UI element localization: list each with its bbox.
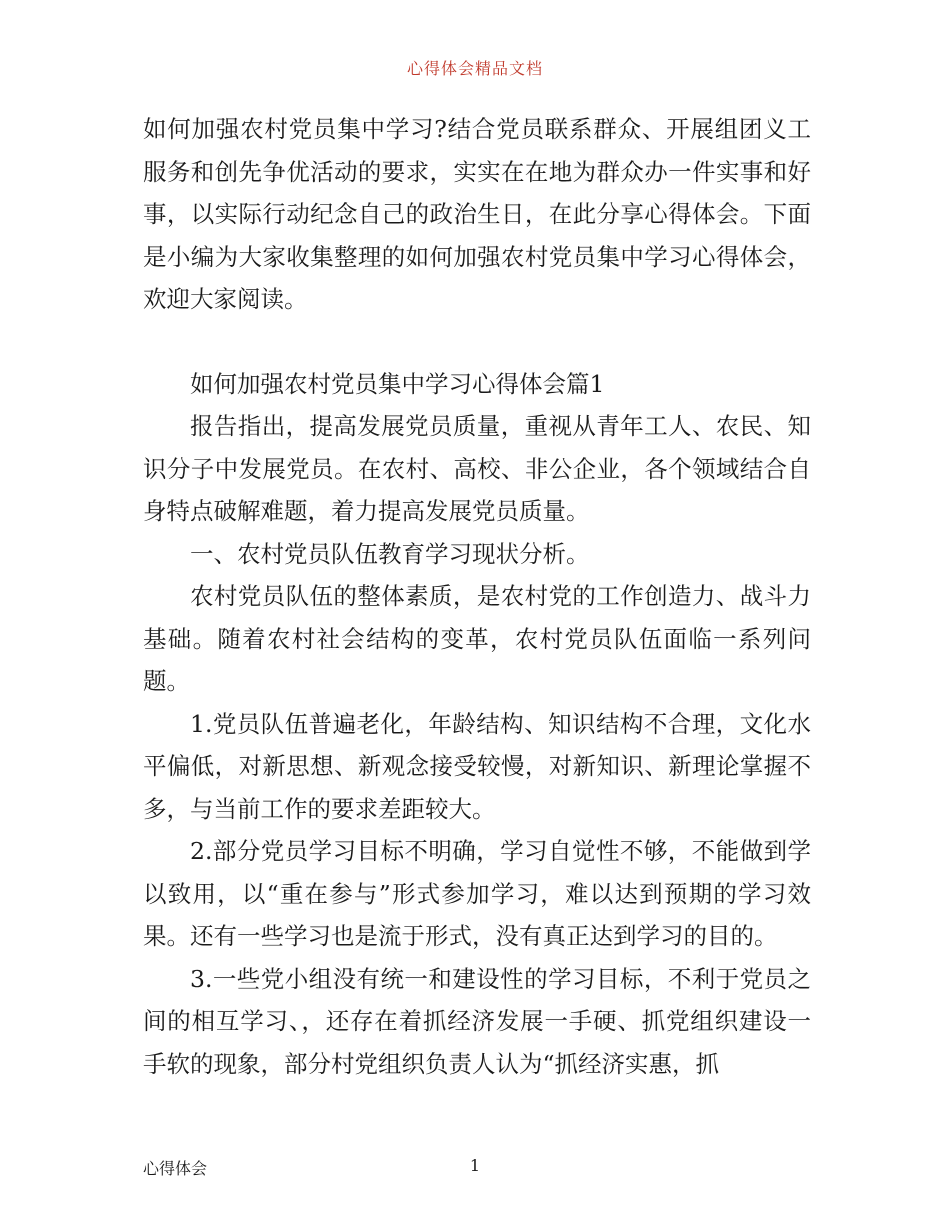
body-paragraph: 3.一些党小组没有统一和建设性的学习目标，不利于党员之间的相互学习、，还存在着抓经济发展一手硬、抓党组织建设一手软的现象，部分村党组织负责人认为“抓经济实惠，抓 <box>143 964 811 1078</box>
body-paragraph: 一、农村党员队伍教育学习现状分析。 <box>190 539 590 568</box>
body-paragraph: 报告指出，提高发展党员质量，重视从青年工人、农民、知识分子中发展党员。在农村、高校、非公企业，各个领域结合自身特点破解难题，着力提高发展党员质量。 <box>143 412 811 525</box>
page-header-title: 心得体会精品文档 <box>406 59 543 78</box>
document-body <box>143 108 811 1085</box>
page-number: 1 <box>469 1156 481 1175</box>
body-paragraph: 农村党员队伍的整体素质，是农村党的工作创造力、战斗力基础。随着农村社会结构的变革，农村党员队伍面临一系列问题。 <box>143 582 811 695</box>
footer-label: 心得体会 <box>143 1159 208 1178</box>
section-title: 如何加强农村党员集中学习心得体会篇1 <box>190 369 605 398</box>
paragraph-gap <box>143 321 811 363</box>
body-paragraph: 1.党员队伍普遍老化，年龄结构、知识结构不合理，文化水平偏低，对新思想、新观念接受较慢，对新知识、新理论掌握不多，与当前工作的要求差距较大。 <box>143 709 811 823</box>
body-paragraph: 2.部分党员学习目标不明确，学习自觉性不够，不能做到学以致用，以“重在参与”形式参加学习，难以达到预期的学习效果。还有一些学习也是流于形式，没有真正达到学习的目的。 <box>143 837 811 950</box>
intro-paragraph: 如何加强农村党员集中学习?结合党员联系群众、开展组团义工服务和创先争优活动的要求，实实在在地为群众办一件实事和好事，以实际行动纪念自己的政治生日，在此分享心得体会。下面是小编为大家收集整理的如何加强农村党员集中学习心得体会，欢迎大家阅读。 <box>143 115 811 313</box>
